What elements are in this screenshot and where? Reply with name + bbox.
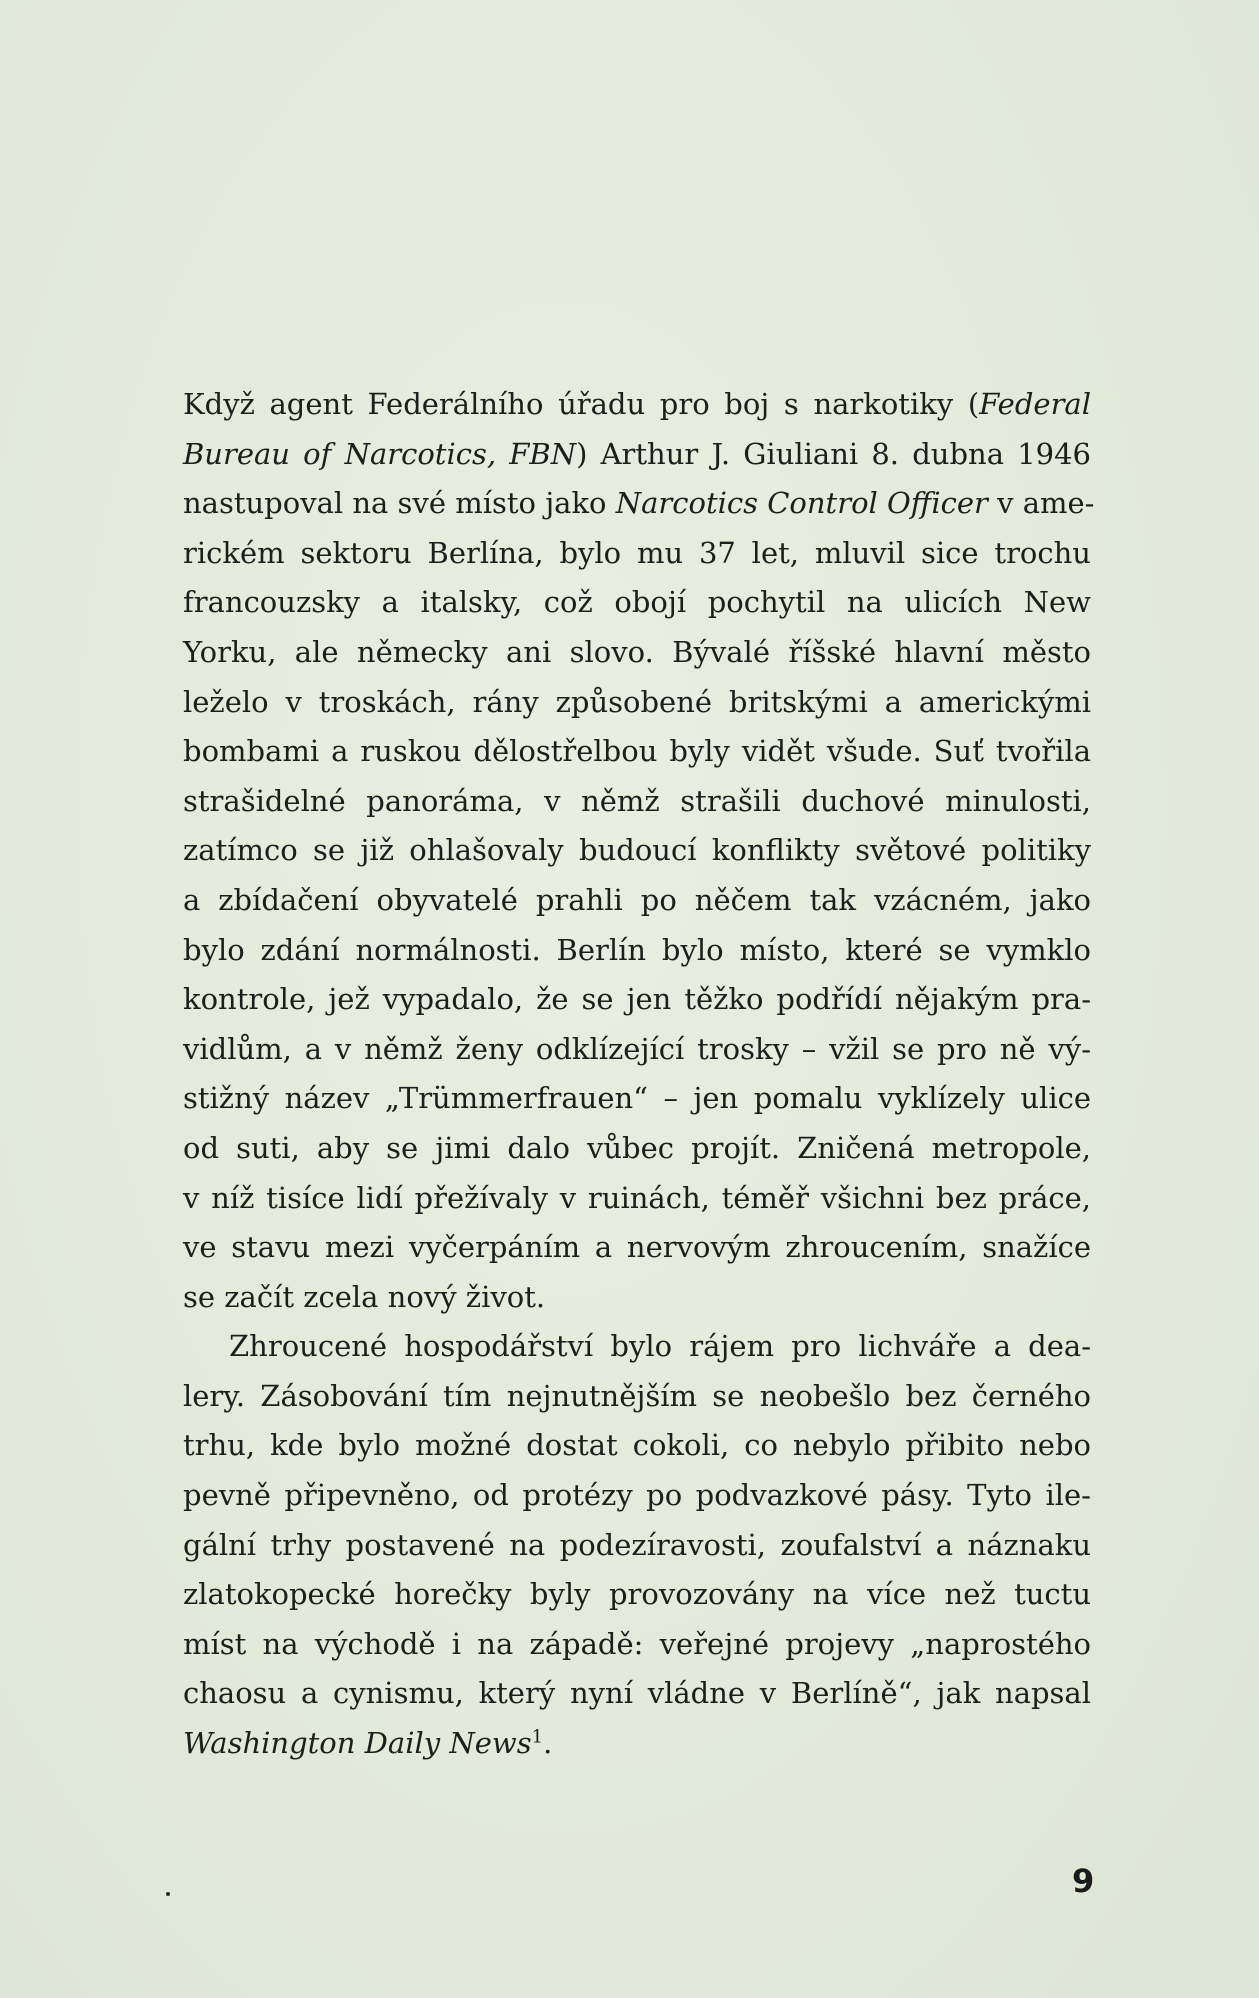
text-segment: ve stavu mezi vyčerpáním a nervovým zhroucením, snažíce bbox=[183, 1230, 1091, 1265]
text-segment: ) Arthur J. Giuliani 8. dubna 1946 bbox=[576, 436, 1091, 471]
text-line bbox=[183, 1421, 1091, 1471]
text-segment: pevně připevněno, od protézy po podvazkové pásy. Tyto ile- bbox=[183, 1478, 1091, 1513]
text-line bbox=[183, 876, 1091, 926]
text-segment: v ame- bbox=[987, 486, 1095, 521]
text-segment: trhu, kde bylo možné dostat cokoli, co nebylo přibito nebo bbox=[183, 1428, 1091, 1463]
text-segment: kontrole, jež vypadalo, že se jen těžko podřídí nějakým pra- bbox=[183, 982, 1091, 1017]
text-segment: Yorku, ale německy ani slovo. Bývalé říšské hlavní město bbox=[183, 634, 1091, 669]
text-line bbox=[183, 826, 1091, 876]
text-line bbox=[183, 479, 1095, 529]
text-line bbox=[183, 430, 1091, 480]
text-line bbox=[183, 578, 1091, 628]
text-segment: rickém sektoru Berlína, bylo mu 37 let, mluvil sice trochu bbox=[183, 535, 1091, 570]
text-segment: bylo zdání normálnosti. Berlín bylo místo, které se vymklo bbox=[183, 932, 1091, 967]
text-segment: zlatokopecké horečky byly provozovány na více než tuctu bbox=[183, 1577, 1091, 1612]
text-segment: nastupoval na své místo jako bbox=[183, 486, 616, 521]
text-line bbox=[183, 1174, 1091, 1224]
text-line bbox=[183, 777, 1091, 827]
text-line bbox=[183, 975, 1091, 1025]
italic-text: Federal bbox=[979, 387, 1091, 421]
text-segment: . bbox=[543, 1726, 553, 1761]
text-line bbox=[183, 1124, 1091, 1174]
text-segment: stižný název „Trümmerfrauen“ – jen pomalu vyklízely ulice bbox=[183, 1081, 1091, 1116]
text-line bbox=[183, 1570, 1091, 1620]
text-segment: vidlům, a v němž ženy odklízející trosky – vžil se pro ně vý- bbox=[183, 1031, 1091, 1066]
text-line bbox=[183, 1719, 1091, 1769]
text-segment: v níž tisíce lidí přežívaly v ruinách, téměř všichni bez práce, bbox=[183, 1180, 1091, 1215]
text-line bbox=[183, 1620, 1091, 1670]
paragraph bbox=[183, 1322, 1091, 1768]
text-segment: Když agent Federálního úřadu pro boj s narkotiky ( bbox=[183, 387, 980, 421]
text-segment: a zbídačení obyvatelé prahli po něčem tak vzácném, jako bbox=[183, 882, 1091, 917]
text-segment: míst na východě i na západě: veřejné projevy „naprostého bbox=[183, 1626, 1091, 1661]
text-line bbox=[183, 1223, 1091, 1273]
footnote-marker: 1 bbox=[531, 1726, 544, 1748]
italic-text: Bureau of Narcotics, FBN bbox=[183, 436, 577, 471]
text-segment: od suti, aby se jimi dalo vůbec projít. Zničená metropole, bbox=[183, 1130, 1091, 1165]
text-line bbox=[183, 529, 1091, 579]
text-line bbox=[183, 678, 1091, 728]
text-line bbox=[183, 1521, 1091, 1571]
text-line bbox=[183, 1669, 1091, 1719]
text-segment: se začít zcela nový život. bbox=[183, 1279, 546, 1314]
text-segment: strašidelné panoráma, v němž strašili duchové minulosti, bbox=[183, 783, 1091, 818]
text-line bbox=[183, 1322, 1091, 1372]
text-segment: gální trhy postavené na podezíravosti, zoufalství a náznaku bbox=[183, 1527, 1091, 1562]
text-line bbox=[183, 628, 1091, 678]
body-text bbox=[183, 380, 1095, 1769]
text-segment: zatímco se již ohlašovaly budoucí konflikty světové politiky bbox=[183, 833, 1091, 868]
text-segment: Zhroucené hospodářství bylo rájem pro lichváře a dea- bbox=[229, 1329, 1091, 1364]
text-segment: bombami a ruskou dělostřelbou byly vidět všude. Suť tvořila bbox=[183, 734, 1091, 769]
text-segment: francouzsky a italsky, což obojí pochytil na ulicích New bbox=[183, 585, 1091, 620]
italic-text: Washington Daily News bbox=[183, 1726, 532, 1761]
text-segment: lery. Zásobování tím nejnutnějším se neobešlo bez černého bbox=[183, 1378, 1091, 1413]
text-line bbox=[183, 1372, 1091, 1422]
italic-text: Narcotics Control Officer bbox=[615, 486, 988, 521]
text-line bbox=[183, 1025, 1091, 1075]
text-line bbox=[183, 1471, 1091, 1521]
text-line bbox=[183, 926, 1091, 976]
page-number: 9 bbox=[1072, 1862, 1095, 1900]
text-line bbox=[183, 727, 1091, 777]
print-speck bbox=[166, 1892, 170, 1896]
paragraph bbox=[183, 380, 1095, 1322]
text-segment: leželo v troskách, rány způsobené britskými a americkými bbox=[183, 684, 1091, 719]
text-line bbox=[183, 1074, 1091, 1124]
text-line bbox=[183, 380, 1091, 430]
text-segment: chaosu a cynismu, který nyní vládne v Berlíně“, jak napsal bbox=[183, 1676, 1091, 1711]
text-line bbox=[183, 1273, 1091, 1323]
